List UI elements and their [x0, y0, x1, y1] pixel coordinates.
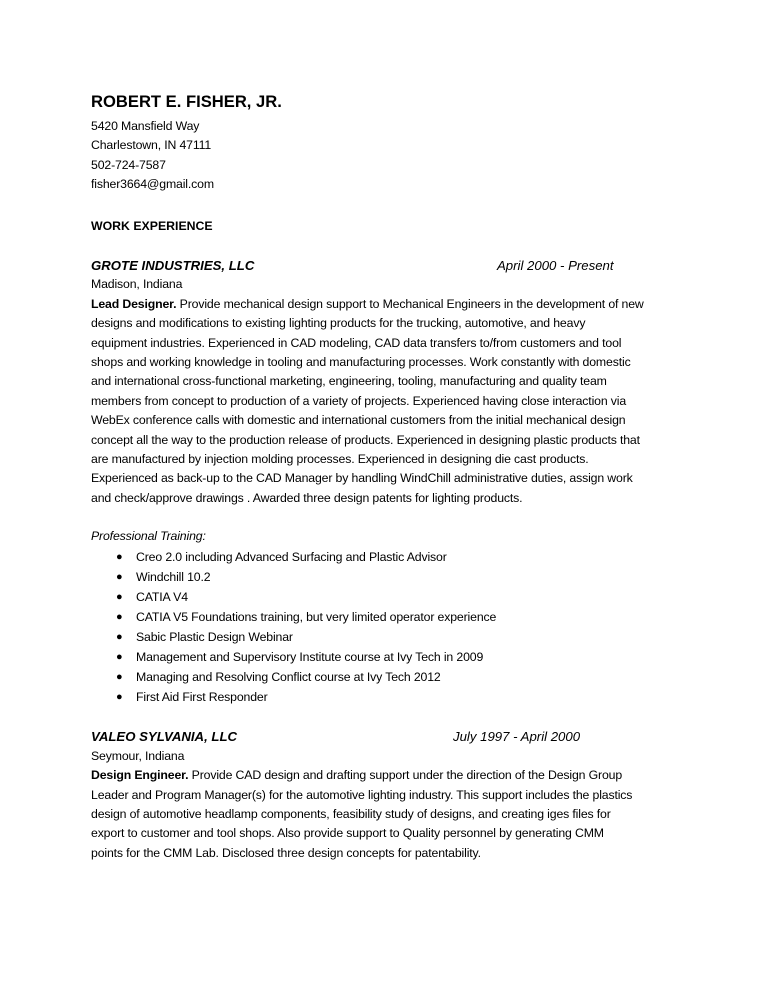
description-line: Experienced as back-up to the CAD Manager by handling WindChill administrative duties, assign work	[91, 471, 633, 486]
list-item	[91, 647, 691, 667]
bullet-icon: ●	[116, 691, 123, 704]
list-item	[91, 587, 691, 607]
list-item	[91, 667, 691, 687]
description-line: and international cross-functional marketing, engineering, tooling, manufacturing and quality team	[91, 374, 607, 389]
employment-dates: April 2000 - Present	[497, 258, 614, 274]
job-description	[91, 766, 681, 863]
description-line: design of automotive headlamp components, feasibility study of designs, and creating iges files for	[91, 807, 611, 822]
company-name: GROTE INDUSTRIES, LLC	[91, 258, 255, 274]
training-item: First Aid First Responder	[136, 690, 268, 705]
list-item	[91, 547, 691, 567]
description-line: designs and modifications to existing lighting products for the trucking, automotive, and heavy	[91, 316, 586, 331]
training-item: Sabic Plastic Design Webinar	[136, 630, 293, 645]
training-item: Management and Supervisory Institute course at Ivy Tech in 2009	[136, 650, 484, 665]
list-item	[91, 607, 691, 627]
email-address: fisher3664@gmail.com	[91, 177, 214, 192]
bullet-icon: ●	[116, 651, 123, 664]
description-line: Provide CAD design and drafting support under the direction of the Design Group	[188, 768, 623, 783]
job-role: Lead Designer.	[91, 296, 177, 311]
description-line: export to customer and tool shops. Also provide support to Quality personnel by generating CMM	[91, 826, 604, 841]
description-line: are manufactured by injection molding processes. Experienced in designing die cast products.	[91, 452, 589, 467]
description-line: members from concept to production of a variety of projects. Experienced having close interaction via	[91, 393, 627, 408]
training-item: Windchill 10.2	[136, 569, 211, 584]
job-role: Design Engineer.	[91, 768, 189, 783]
bullet-icon: ●	[116, 671, 123, 684]
description-line: points for the CMM Lab. Disclosed three design concepts for patentability.	[91, 845, 481, 860]
job-location: Madison, Indiana	[91, 277, 183, 292]
description-line: WebEx conference calls with domestic and international customers from the initial mechanical design	[91, 413, 626, 428]
address-line-2: Charlestown, IN 47111	[91, 138, 212, 153]
address-line-1: 5420 Mansfield Way	[91, 119, 200, 133]
bullet-icon: ●	[116, 570, 123, 583]
company-name: VALEO SYLVANIA, LLC	[91, 729, 238, 745]
training-item: CATIA V5 Foundations training, but very limited operator experience	[136, 609, 497, 624]
training-list	[91, 547, 691, 708]
description-line: Provide mechanical design support to Mechanical Engineers in the development of new	[176, 296, 644, 311]
employment-dates: July 1997 - April 2000	[453, 729, 581, 745]
list-item	[91, 687, 691, 707]
bullet-icon: ●	[116, 590, 123, 603]
professional-training-label: Professional Training:	[91, 529, 206, 544]
list-item	[91, 627, 691, 647]
training-item: Managing and Resolving Conflict course at Ivy Tech 2012	[136, 670, 441, 685]
training-item: CATIA V4	[136, 589, 188, 604]
bullet-icon: ●	[116, 631, 123, 644]
training-item: Creo 2.0 including Advanced Surfacing and Plastic Advisor	[136, 549, 447, 564]
description-line: concept all the way to the production release of products. Experienced in designing plastic products that	[91, 432, 640, 447]
bullet-icon: ●	[116, 610, 123, 623]
list-item	[91, 567, 691, 587]
description-line: shops and working knowledge in tooling and manufacturing processes. Work constantly with domestic	[91, 355, 631, 370]
phone-number: 502-724-7587	[91, 157, 166, 172]
description-line: and check/approve drawings . Awarded three design patents for lighting products.	[91, 490, 523, 505]
description-line: equipment industries. Experienced in CAD modeling, CAD data transfers to/from customers and tool	[91, 335, 622, 350]
job-header	[91, 256, 691, 275]
bullet-icon: ●	[116, 550, 123, 563]
job-header	[91, 727, 691, 746]
candidate-name: ROBERT E. FISHER, JR.	[91, 92, 282, 111]
description-line: Leader and Program Manager(s) for the automotive lighting industry. This support includes the plastics	[91, 787, 633, 802]
resume-page	[91, 92, 691, 863]
work-experience-heading: WORK EXPERIENCE	[91, 218, 213, 233]
job-description	[91, 295, 681, 508]
job-location: Seymour, Indiana	[91, 748, 185, 763]
